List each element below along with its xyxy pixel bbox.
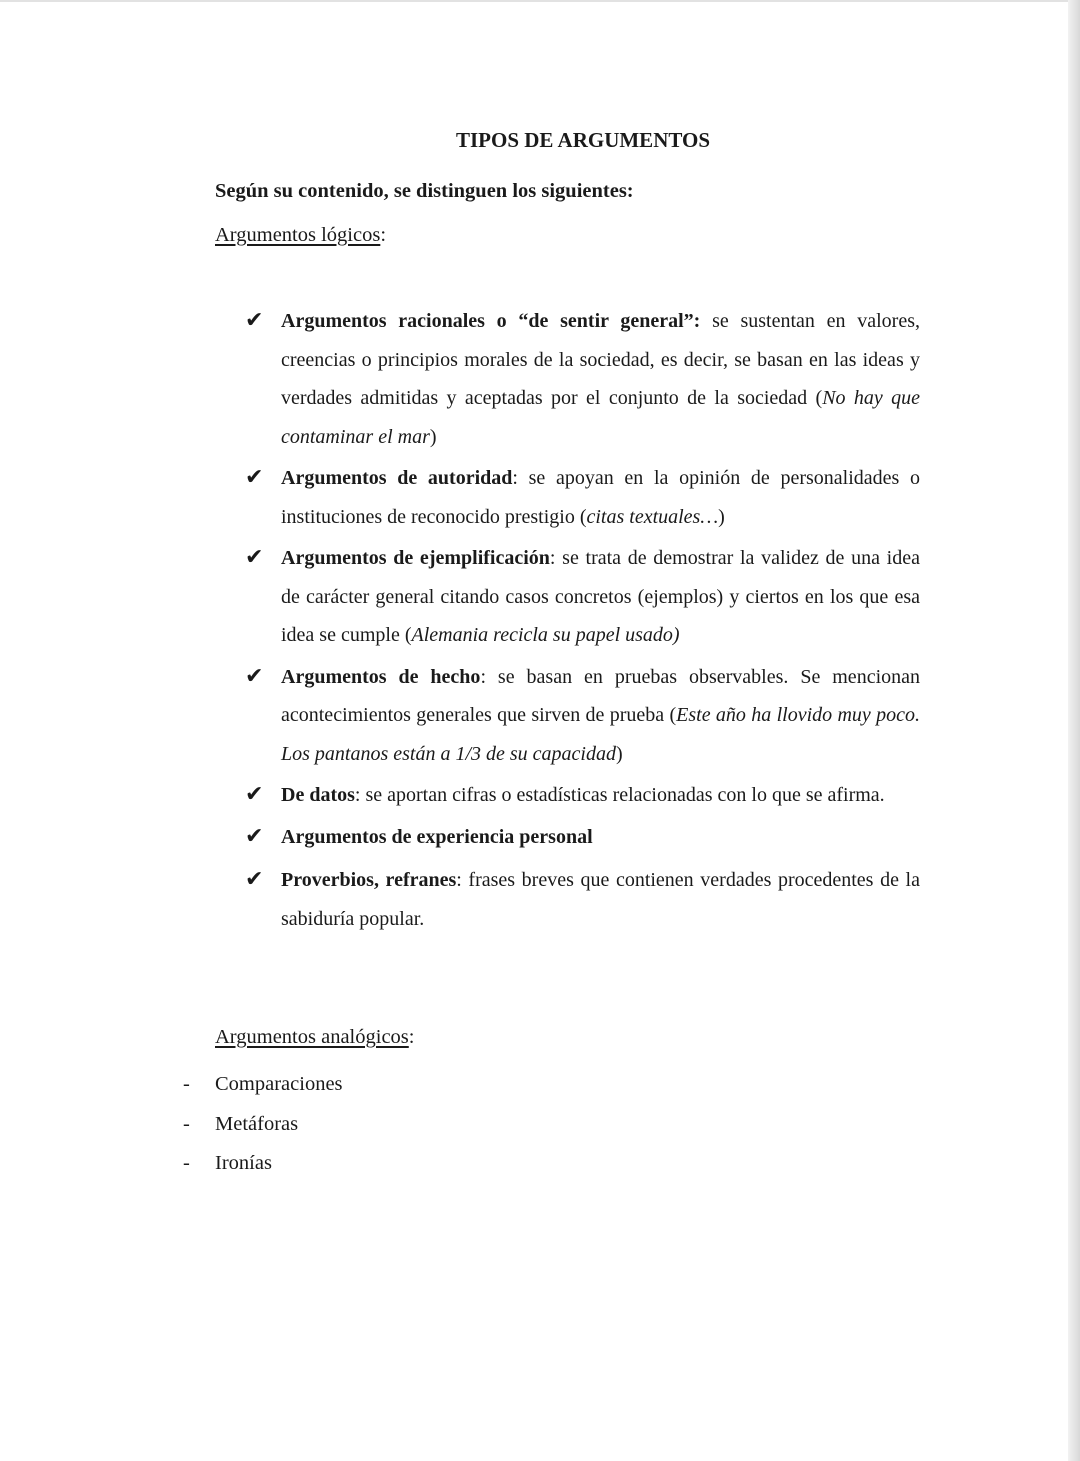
item-close: ) xyxy=(429,425,437,448)
checkmark-icon: ✔ xyxy=(245,465,264,490)
item-example: citas textuales… xyxy=(586,505,719,528)
dash-bullet: - xyxy=(183,1073,190,1095)
item-example: Alemania recicla su papel usado) xyxy=(411,624,680,646)
logical-heading-text: Argumentos lógicos xyxy=(215,224,381,246)
item-term: Argumentos de ejemplificación xyxy=(281,547,550,569)
item-text: : se aportan cifras o estadísticas relacionadas con lo que se afirma. xyxy=(354,784,885,806)
item-text: : frases breves que contienen verdades procedentes de la sabiduría popular. xyxy=(281,869,920,930)
analogical-heading-suffix: : xyxy=(408,1026,415,1048)
analogical-section-heading xyxy=(215,1026,414,1049)
logical-section-heading xyxy=(215,224,386,247)
item-close: ) xyxy=(616,742,623,765)
checkmark-icon: ✔ xyxy=(245,663,264,689)
item-term: Argumentos racionales o “de sentir general”: xyxy=(281,310,701,332)
checkmark-icon: ✔ xyxy=(245,308,264,333)
dash-bullet: - xyxy=(183,1152,190,1174)
checkmark-icon: ✔ xyxy=(245,545,264,570)
list-item xyxy=(245,776,920,815)
item-example: Este año ha llovido muy poco. Los pantanos están a 1/3 de su capacidad xyxy=(281,704,920,765)
item-text: se sustentan en valores, creencias o principios morales de la sociedad, es decir, se basan en las ideas y verdades admitidas y aceptadas por el conjunto de la sociedad ( xyxy=(281,310,920,409)
document-title: TIPOS DE ARGUMENTOS xyxy=(456,128,710,152)
logical-arguments-list xyxy=(245,302,920,941)
list-item xyxy=(245,818,920,857)
item-term: Argumentos de autoridad xyxy=(281,467,513,489)
item-term: Proverbios, refranes xyxy=(281,869,457,891)
item-example: No hay que contaminar el mar xyxy=(281,387,920,448)
list-item xyxy=(245,539,920,655)
dash-bullet: - xyxy=(183,1112,190,1135)
checkmark-icon: ✔ xyxy=(245,823,264,849)
checkmark-icon: ✔ xyxy=(245,782,264,807)
logical-heading-suffix: : xyxy=(380,224,387,246)
item-text: Ironías xyxy=(215,1152,272,1174)
analogical-heading-text: Argumentos analógicos xyxy=(215,1026,409,1048)
list-item xyxy=(181,1144,343,1184)
item-text: : se apoyan en la opinión de personalidades o instituciones de reconocido prestigio ( xyxy=(281,467,920,528)
list-item xyxy=(181,1065,343,1105)
list-item xyxy=(245,459,920,536)
item-text: : se basan en pruebas observables. Se mencionan acontecimientos generales que sirven de prueba ( xyxy=(281,665,920,726)
item-term: Argumentos de experiencia personal xyxy=(281,825,593,848)
analogical-arguments-list xyxy=(181,1065,343,1184)
item-text: : se trata de demostrar la validez de una idea de carácter general citando casos concretos (ejemplos) y ciertos en los que esa idea se cumple ( xyxy=(281,547,920,646)
item-text: Metáforas xyxy=(215,1112,299,1135)
item-text: Comparaciones xyxy=(215,1073,343,1095)
list-item xyxy=(245,861,920,938)
item-term: Argumentos de hecho xyxy=(281,665,481,688)
page-edge xyxy=(1068,0,1080,1461)
list-item xyxy=(245,302,920,456)
list-item xyxy=(181,1105,343,1145)
checkmark-icon: ✔ xyxy=(245,867,264,892)
intro-text: Según su contenido, se distinguen los siguientes: xyxy=(215,180,634,202)
item-term: De datos xyxy=(281,784,355,806)
list-item xyxy=(245,658,920,774)
item-close: ) xyxy=(718,505,725,528)
